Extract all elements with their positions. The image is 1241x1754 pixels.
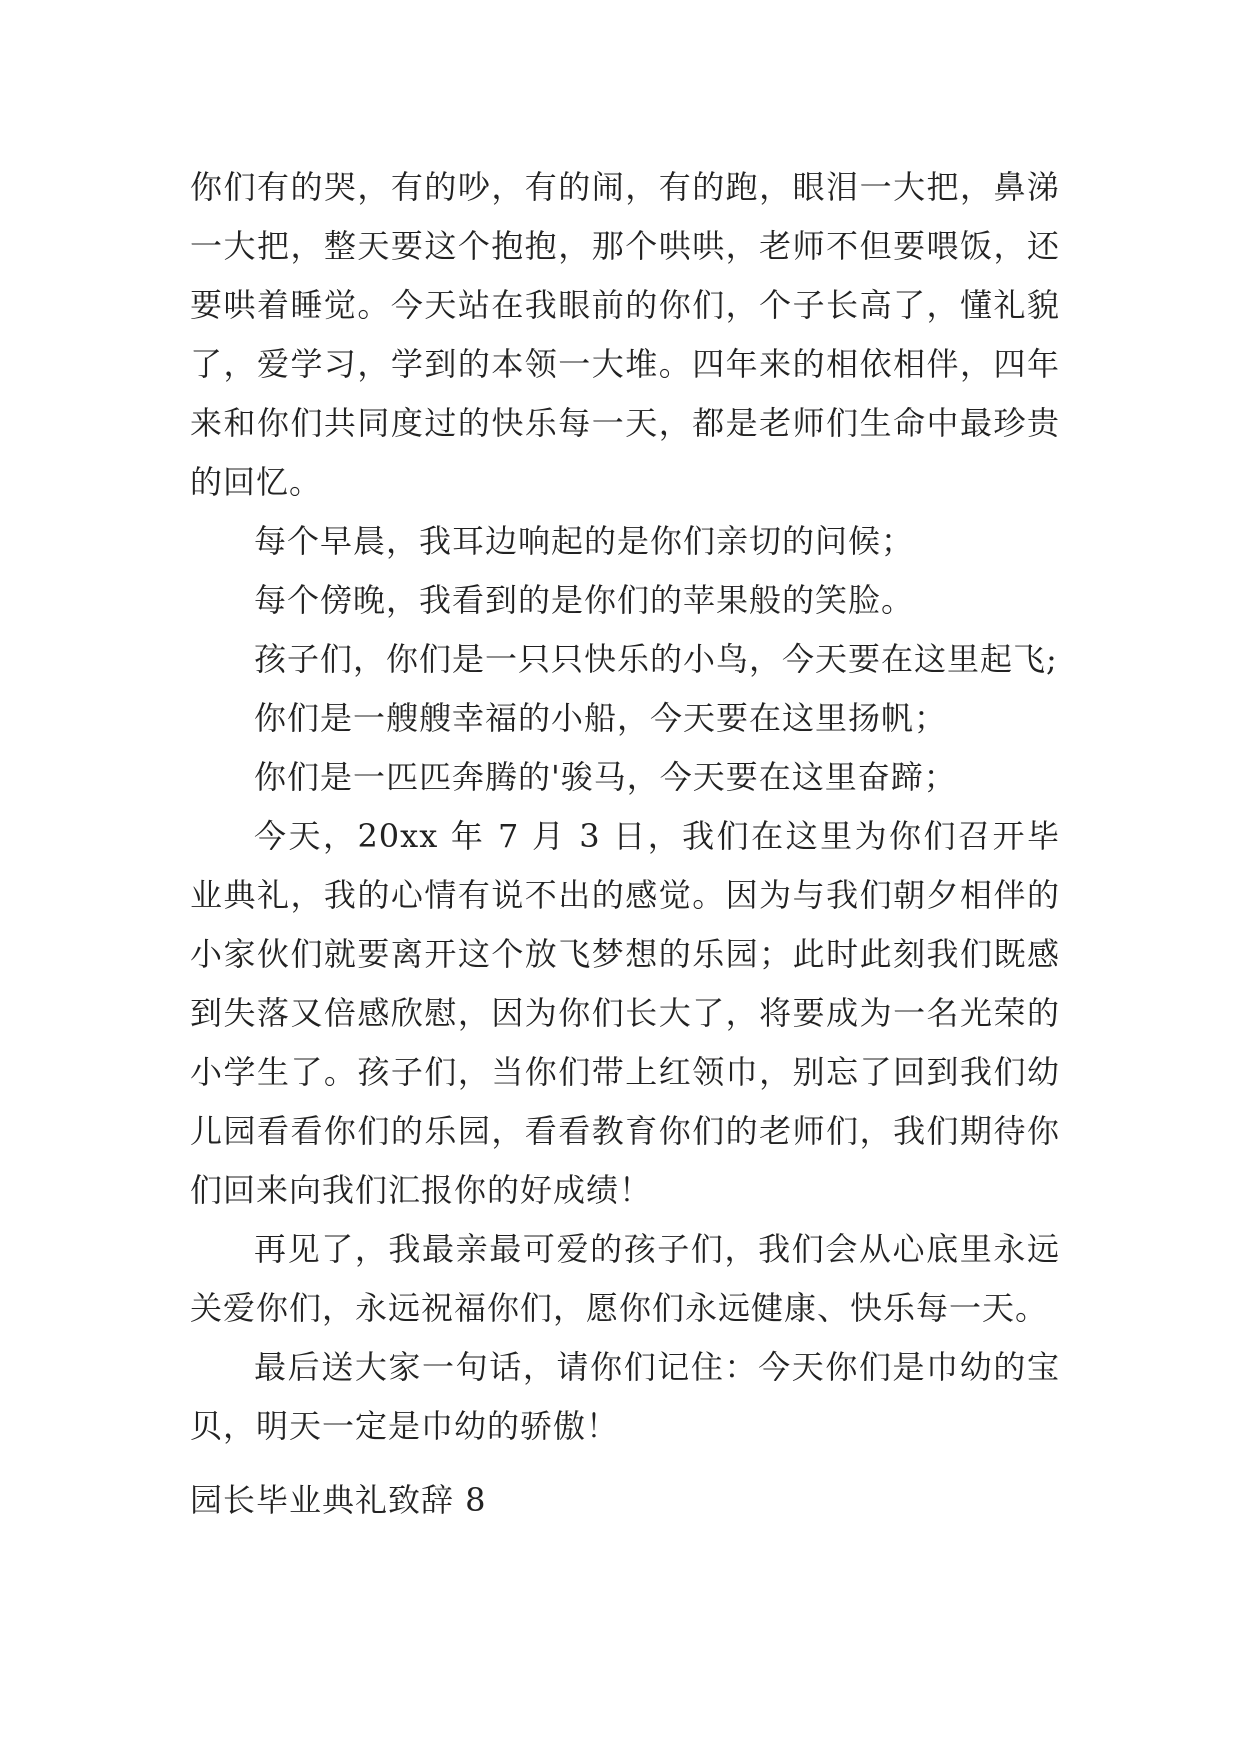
paragraph: 最后送大家一句话，请你们记住：今天你们是巾幼的宝贝，明天一定是巾幼的骄傲！ [190,1348,1060,1445]
document-body [190,158,1060,1456]
paragraph: 每个傍晚，我看到的是你们的苹果般的笑脸。 [254,581,915,619]
paragraph: 每个早晨，我耳边响起的是你们亲切的问候； [254,522,915,560]
paragraph: 你们有的哭，有的吵，有的闹，有的跑，眼泪一大把，鼻涕一大把，整天要这个抱抱，那个哄哄，老师不但要喂饭，还要哄着睡觉。今天站在我眼前的你们，个子长高了，懂礼貌了，爱学习，学到的本领一大堆。四年来的相依相伴，四年来和你们共同度过的快乐每一天，都是老师们生命中最珍贵的回忆。 [190,168,1060,501]
paragraph: 今天，20xx 年 7 月 3 日，我们在这里为你们召开毕业典礼，我的心情有说不出的感觉。因为与我们朝夕相伴的小家伙们就要离开这个放飞梦想的乐园；此时此刻我们既感到失落又倍感欣慰，因为你们长大了，将要成为一名光荣的小学生了。孩子们，当你们带上红领巾，别忘了回到我们幼儿园看看你们的乐园，看看教育你们的老师们，我们期待你们回来向我们汇报你的好成绩！ [190,817,1060,1209]
paragraph: 再见了，我最亲最可爱的孩子们，我们会从心底里永远关爱你们，永远祝福你们，愿你们永远健康、快乐每一天。 [190,1230,1060,1327]
paragraph: 你们是一艘艘幸福的小船，今天要在这里扬帆； [254,699,948,737]
paragraph: 孩子们，你们是一只只快乐的小鸟，今天要在这里起飞; [254,640,1058,678]
paragraph: 你们是一匹匹奔腾的'骏马，今天要在这里奋蹄； [254,758,957,796]
section-heading: 园长毕业典礼致辞 8 [190,1481,487,1519]
